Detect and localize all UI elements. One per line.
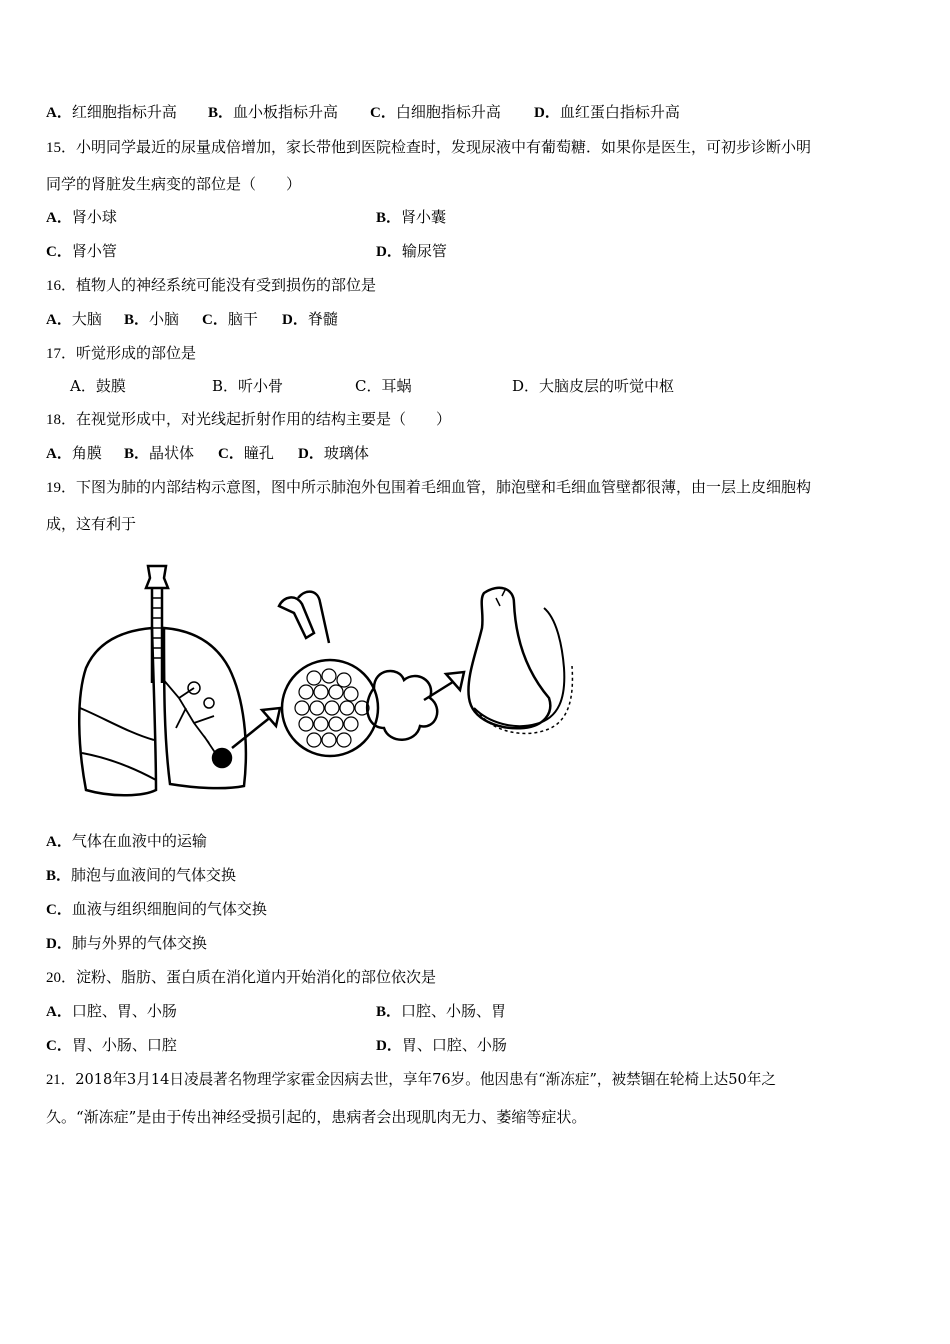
- q19-option-b: B．肺泡与血液间的气体交换: [46, 866, 237, 884]
- q14-option-b: B．血小板指标升高: [208, 103, 339, 121]
- q17-option-c: C．耳蜗: [355, 377, 412, 395]
- q18-option-d: D．玻璃体: [298, 444, 369, 462]
- q19-option-c: C．血液与组织细胞间的气体交换: [46, 900, 267, 918]
- q16-option-d: D．脊髓: [282, 310, 338, 328]
- q18-stem: 18．在视觉形成中，对光线起折射作用的结构主要是（ ）: [46, 410, 452, 428]
- q16-stem: 16．植物人的神经系统可能没有受到损伤的部位是: [46, 276, 377, 294]
- q14-option-a: A．红细胞指标升高: [46, 103, 177, 121]
- q21-stem-line1: 21．2018年3月14日凌晨著名物理学家霍金因病去世，享年76岁。他因患有“渐冻症”，被禁锢在轮椅上达50年之: [46, 1071, 777, 1088]
- q15-option-c: C．肾小管: [46, 242, 117, 260]
- q19-stem-line1: 19．下图为肺的内部结构示意图，图中所示肺泡外包围着毛细血管，肺泡壁和毛细血管壁都很薄，由一层上皮细胞构: [46, 478, 812, 496]
- q20-stem: 20．淀粉、脂肪、蛋白质在消化道内开始消化的部位依次是: [46, 968, 437, 986]
- lung-structure-diagram: [44, 558, 574, 803]
- q14-option-c: C．白细胞指标升高: [370, 103, 501, 121]
- q15-option-d: D．输尿管: [376, 242, 447, 260]
- q17-option-a: A．鼓膜: [70, 377, 126, 395]
- q16-option-b: B．小脑: [124, 310, 180, 328]
- q14-option-d: D．血红蛋白指标升高: [534, 103, 680, 121]
- q17-stem: 17．听觉形成的部位是: [46, 344, 197, 362]
- q15-option-b: B．肾小囊: [376, 208, 447, 226]
- q18-option-b: B．晶状体: [124, 444, 195, 462]
- q16-option-c: C．脑干: [202, 310, 258, 328]
- q17-option-d: D．大脑皮层的听觉中枢: [512, 377, 675, 395]
- q20-option-b: B．口腔、小肠、胃: [376, 1002, 507, 1020]
- q18-option-c: C．瞳孔: [218, 444, 274, 462]
- q18-option-a: A．角膜: [46, 444, 102, 462]
- q15-stem-line1: 15．小明同学最近的尿量成倍增加，家长带他到医院检查时，发现尿液中有葡萄糖．如果你是医生，可初步诊断小明: [46, 138, 812, 156]
- q19-option-d: D．肺与外界的气体交换: [46, 934, 207, 952]
- q21-stem-line2: 久。“渐冻症”是由于传出神经受损引起的，患病者会出现肌肉无力、萎缩等症状。: [46, 1108, 587, 1126]
- q20-option-c: C．胃、小肠、口腔: [46, 1036, 177, 1054]
- q16-option-a: A．大脑: [46, 310, 102, 328]
- q20-option-a: A．口腔、胃、小肠: [46, 1002, 177, 1020]
- q15-option-a: A．肾小球: [46, 208, 117, 226]
- q15-stem-line2: 同学的肾脏发生病变的部位是（ ）: [46, 175, 302, 193]
- q19-stem-line2: 成，这有利于: [46, 515, 137, 533]
- q19-option-a: A．气体在血液中的运输: [46, 832, 207, 850]
- q20-option-d: D．胃、口腔、小肠: [376, 1036, 507, 1054]
- q17-option-b: B．听小骨: [212, 377, 284, 395]
